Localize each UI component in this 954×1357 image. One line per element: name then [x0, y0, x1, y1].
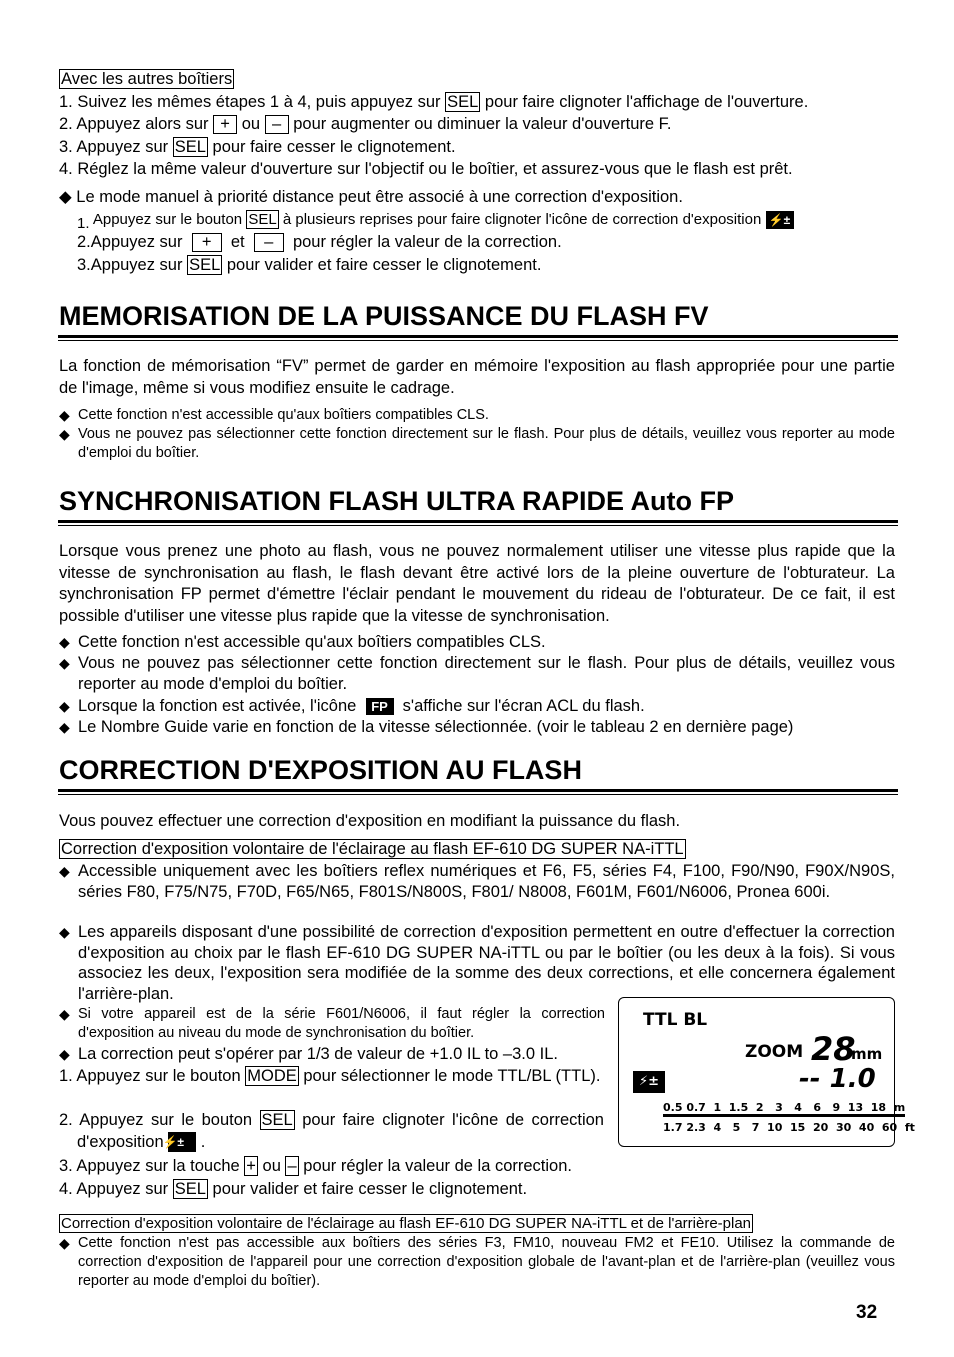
corr-intro: Vous pouvez effectuer une correction d'exposition en modifiant la puissance du flash. [59, 812, 681, 830]
sub-step-1: 1. Appuyez sur le bouton SEL à plusieurs reprises pour faire clignoter l'icône de correction d'exposition ⚡± [77, 210, 794, 229]
lcd-mode: TTL BL [643, 1010, 708, 1030]
fp-rule [58, 520, 898, 526]
lcd-exposure-comp-icon: ⚡± [633, 1071, 665, 1093]
step-3: 3. Appuyez sur SEL pour faire cesser le clignotement. [59, 138, 456, 156]
corr-bullet-5: ◆ Cette fonction n'est pas accessible aux boîtiers des séries F3, FM10, nouveau FM2 et FE10. Utilisez la commande de correction d'exposition de l'appareil pour une correction d'exposition globale de l'avant-plan et de l'arrière-plan (veuillez vous reporter au mode d'emploi du boîtier). [59, 1235, 895, 1289]
fv-paragraph: La fonction de mémorisation “FV” permet de garder en mémoire l'exposition au flash appropriée pour une partie de l'image, même si vous modifiez ensuite le cadrage. [59, 357, 895, 397]
page-number: 32 [856, 1302, 878, 1323]
fp-title: SYNCHRONISATION FLASH ULTRA RAPIDE Auto FP [59, 486, 734, 516]
fp-paragraph: Lorsque vous prenez une photo au flash, vous ne pouvez normalement utiliser une vitesse plus rapide que la vitesse de synchronisation au flash, le flash devant être activé lors de la pleine ouverture de l'obturateur. La synchronisation FP permet d'émettre l'éclair pendant le mouvement du rideau de l'obturateur. De ce fait, il est possible d'utiliser une vitesse plus rapide que la vitesse de synchronisation. [59, 542, 895, 625]
corr-bullet-3: ◆ Si votre appareil est de la série F601/N6006, il faut régler la correction d'exposition au niveau du mode de synchronisation du boîtier. [59, 1006, 605, 1041]
fv-rule [58, 335, 898, 341]
fv-bullet-1: ◆ Cette fonction n'est accessible qu'aux boîtiers compatibles CLS. [59, 407, 489, 423]
lcd-focal: 28 [811, 1030, 856, 1068]
lcd-display-illustration [618, 997, 915, 1147]
lcd-distance-m: 0.5 0.7 1 1.5 2 3 4 6 9 13 18 m [663, 1101, 905, 1117]
corr-step-4: 4. Appuyez sur SEL pour valider et faire cesser le clignotement. [59, 1180, 528, 1198]
lcd-mm: mm [851, 1045, 883, 1063]
fp-bullet-2: ◆ Vous ne pouvez pas sélectionner cette fonction directement sur le flash. Pour plus de détails, veuillez vous reporter au mode d'emploi du boîtier. [59, 654, 895, 693]
bullet-manual: ◆ Le mode manuel à priorité distance peut être associé à une correction d'exposition. [59, 188, 683, 206]
fp-bullet-4: ◆ Le Nombre Guide varie en fonction de la vitesse sélectionnée. (voir le tableau 2 en dernière page) [59, 718, 794, 736]
lcd-zoom: ZOOM [745, 1042, 804, 1062]
exposure-comp-icon: ⚡± [168, 1132, 196, 1152]
lcd-value: -- 1.0 [799, 1064, 876, 1094]
corr-rule [58, 789, 898, 795]
step-2: 2. Appuyez alors sur + ou – pour augmenter ou diminuer la valeur d'ouverture F. [59, 115, 672, 133]
corr-step-2: 2. Appuyez sur le bouton SEL pour faire clignoter l'icône de correction d'exposition ⚡± . [59, 1111, 604, 1151]
step-4: 4. Réglez la même valeur d'ouverture sur l'objectif ou le boîtier, et assurez-vous que le flash est prêt. [59, 160, 793, 178]
corr-subheading-2: Correction d'exposition volontaire de l'éclairage au flash EF-610 DG SUPER NA-iTTL et de l'arrière-plan [61, 1215, 752, 1232]
fp-icon: FP [366, 698, 394, 715]
corr-bullet-4: ◆ La correction peut s'opérer par 1/3 de valeur de +1.0 IL to –3.0 IL. [59, 1045, 558, 1063]
fp-bullet-1: ◆ Cette fonction n'est accessible qu'aux boîtiers compatibles CLS. [59, 633, 546, 651]
corr-subheading-1: Correction d'exposition volontaire de l'éclairage au flash EF-610 DG SUPER NA-iTTL [61, 840, 684, 858]
section-heading: Avec les autres boîtiers [61, 70, 233, 88]
corr-step-3: 3. Appuyez sur la touche + ou – pour régler la valeur de la correction. [59, 1157, 572, 1175]
fv-bullet-2: ◆ Vous ne pouvez pas sélectionner cette fonction directement sur le flash. Pour plus de détails, veuillez vous reporter au mode d'emploi du boîtier. [59, 426, 895, 461]
corr-bullet-2: ◆ Les appareils disposant d'une possibilité de correction d'exposition permettent en outre d'effectuer la correction d'exposition au choix par le flash EF-610 DG SUPER NA-iTTL ou par le boîtier (ou les deux à la fois). Si vous associez les deux, l'exposition sera modifiée de la somme des deux corrections, et elle concernera également l'arrière-plan. [59, 923, 895, 1003]
corr-title: CORRECTION D'EXPOSITION AU FLASH [59, 755, 582, 785]
sub-step-2: 2.Appuyez sur + et – pour régler la valeur de la correction. [77, 233, 562, 251]
lcd-distance-ft: 1.7 2.3 4 5 7 10 15 20 30 40 60 ft [663, 1121, 915, 1134]
fp-bullet-3: ◆ Lorsque la fonction est activée, l'icône FP s'affiche sur l'écran ACL du flash. [59, 697, 645, 715]
corr-step-1: 1. Appuyez sur le bouton MODE pour sélectionner le mode TTL/BL (TTL). [59, 1067, 601, 1085]
exposure-comp-icon: ⚡± [766, 211, 794, 229]
step-1: 1. Suivez les mêmes étapes 1 à 4, puis appuyez sur SEL pour faire clignoter l'affichage de l'ouverture. [59, 93, 809, 111]
sub-step-3: 3.Appuyez sur SEL pour valider et faire cesser le clignotement. [77, 256, 542, 274]
corr-bullet-1: ◆ Accessible uniquement avec les boîtiers reflex numériques et F6, F5, séries F4, F100, F90/N90, F90X/N90S, séries F80, F75/N75, F70D, F65/N65, F801S/N800S, F801/ N8008, F601M, F601/N6006, Pronea 600i. [59, 862, 895, 901]
fv-title: MEMORISATION DE LA PUISSANCE DU FLASH FV [59, 301, 709, 331]
